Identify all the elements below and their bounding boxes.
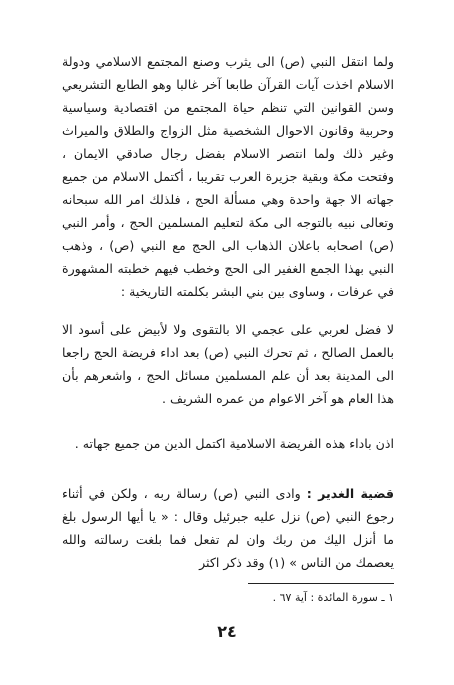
paragraph-farewell-sermon: لا فضل لعربي على عجمي الا بالتقوى ولا لأبيض على أسود الا بالعمل الصالح ، ثم تحرك النبي (ص) بعد اداء فريضة الحج راجعا الى المدينة بعد أن علم المسلمين مسائل الحج ، واشعرهم بأن هذا العام هو آخر الاعوام من عمره الشريف . xyxy=(62,322,394,406)
ghadir-heading: قضية الغدير : xyxy=(306,486,394,501)
paragraph-ghadir xyxy=(62,482,394,574)
paragraph-religion-completed: اذن باداء هذه الفريضة الاسلامية اكتمل الدين من جميع جهاته . xyxy=(74,436,394,451)
paragraph-hijra: ولما انتقل النبي (ص) الى يثرب وصنع المجتمع الاسلامي ودولة الاسلام اخذت آيات القرآن طابعا آخر غالبا وهو الطابع التشريعي وسن القوانين التي تنظم حياة المجتمع من اقتصادية وسياسية وحربية وقانون الاحوال الشخصية مثل الزواج والطلاق والميراث وغير ذلك ولما انتصر الاسلام بفضل رجال صادقي الايمان ، وفتحت مكة وبقية جزيرة العرب تقريبا ، أكتمل الاسلام من جميع جهاته الا جهة واحدة وهي مسألة الحج ، فلذلك امر الله سبحانه وتعالى نبيه بالتوجه الى مكة لتعليم المسلمين الحج ، وأمر النبي (ص) اصحابه باعلان الذهاب الى الحج مع النبي (ص) ، وذهب النبي بهذا الجمع الغفير الى الحج وخطب فيهم خطبته المشهورة في عرفات ، وساوى بين بني البشر بكلمته التاريخية : xyxy=(62,54,394,299)
footnote: ١ ـ سورة المائدة : آية ٦٧ . xyxy=(272,591,394,604)
page-number: ٢٤ xyxy=(217,622,237,641)
footnote-divider xyxy=(248,583,394,584)
ghadir-text: وادى النبي (ص) رسالة ربه ، ولكن في أثناء رجوع النبي (ص) نزل عليه جبرئيل وقال : « يا أيها الرسول بلغ ما أنزل اليك من ربك وان لم تفعل فما بلغت رسالته والله يعصمك من الناس » (١) وقد ذكر اكثر xyxy=(62,486,394,570)
